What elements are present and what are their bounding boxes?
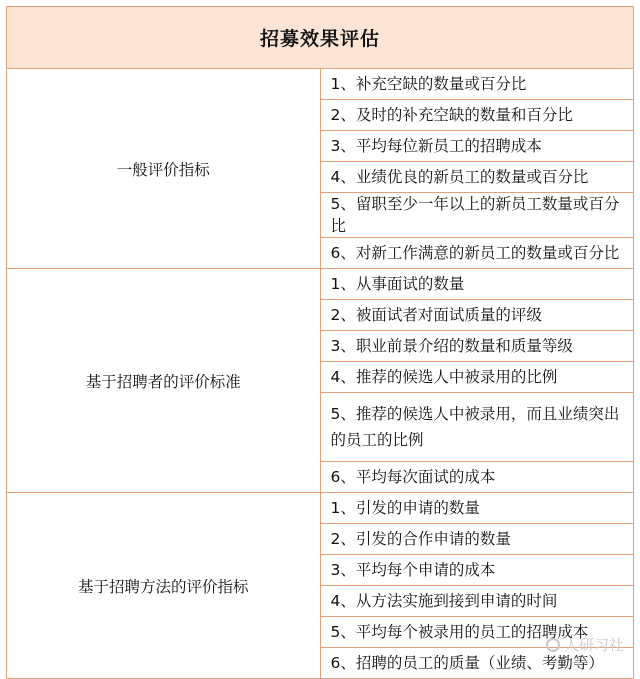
table-row: 3、职业前景介绍的数量和质量等级 (320, 331, 634, 362)
wechat-icon (546, 638, 560, 652)
table-row: 6、招聘的员工的质量（业绩、考勤等） (320, 648, 634, 679)
table-row: 5、留职至少一年以上的新员工数量或百分比 (320, 193, 634, 238)
table-row: 3、平均每位新员工的招聘成本 (320, 131, 634, 162)
recruitment-evaluation-table (6, 6, 634, 679)
table-row: 2、被面试者对面试质量的评级 (320, 300, 634, 331)
category-recruiter: 基于招聘者的评价标准 (7, 269, 321, 493)
table-row: 1、引发的申请的数量 (320, 493, 634, 524)
table-row: 6、对新工作满意的新员工的数量或百分比 (320, 238, 634, 269)
table-row: 4、推荐的候选人中被录用的比例 (320, 362, 634, 393)
table-row: 1、补充空缺的数量或百分比 (320, 69, 634, 100)
watermark-text: 人研习社 (563, 636, 624, 654)
table-row: 5、平均每个被录用的员工的招聘成本 (320, 617, 634, 648)
table-row: 2、及时的补充空缺的数量和百分比 (320, 100, 634, 131)
table-row: 5、推荐的候选人中被录用，而且业绩突出的员工的比例 (320, 393, 634, 462)
table-row: 1、从事面试的数量 (320, 269, 634, 300)
table-row: 4、业绩优良的新员工的数量或百分比 (320, 162, 634, 193)
watermark (546, 634, 624, 655)
table-title: 招募效果评估 (7, 7, 634, 69)
table-row: 6、平均每次面试的成本 (320, 462, 634, 493)
category-general: 一般评价指标 (7, 69, 321, 269)
table-row: 2、引发的合作申请的数量 (320, 524, 634, 555)
table-row: 3、平均每个申请的成本 (320, 555, 634, 586)
table-row: 4、从方法实施到接到申请的时间 (320, 586, 634, 617)
evaluation-document (6, 6, 634, 679)
category-method: 基于招聘方法的评价指标 (7, 493, 321, 679)
